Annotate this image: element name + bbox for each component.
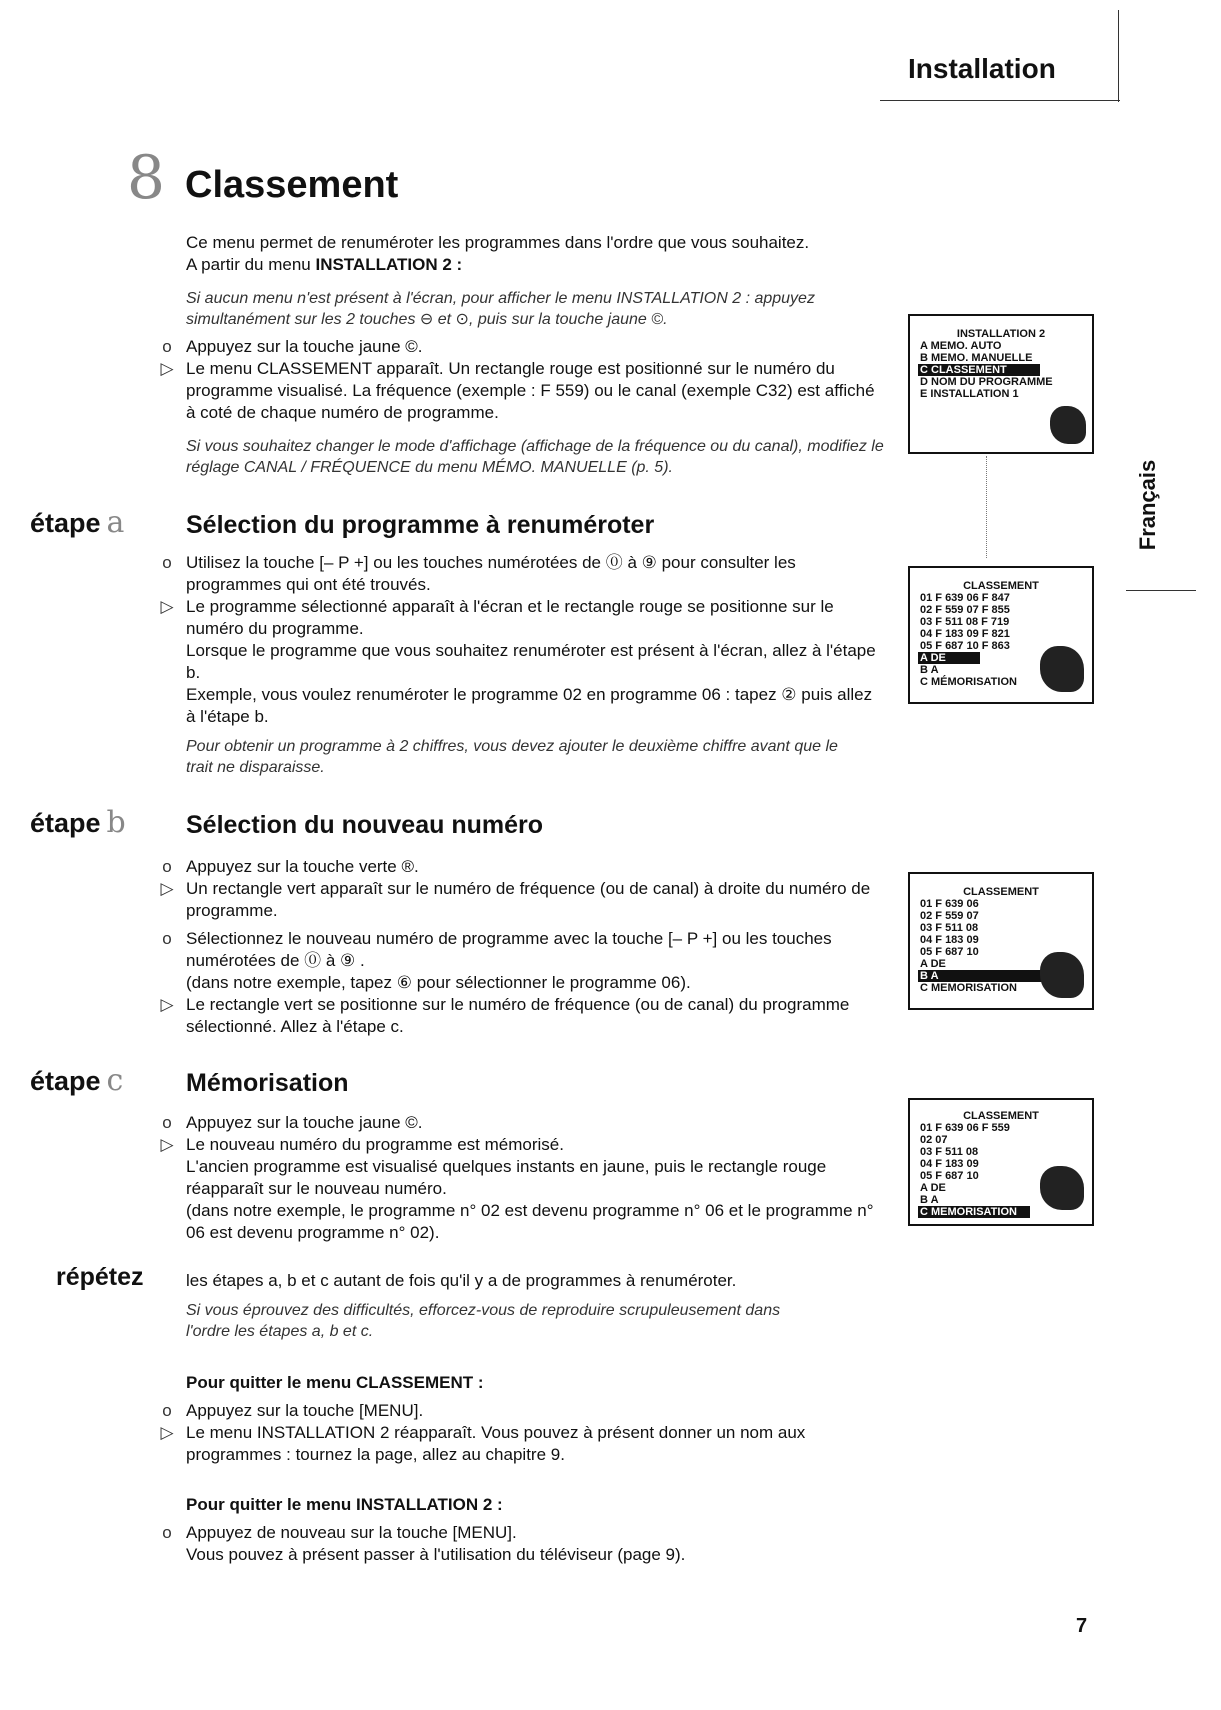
osd-menu-item-highlighted: A DE — [918, 652, 980, 664]
list-item — [186, 1200, 886, 1244]
repeat-text: les étapes a, b et c autant de fois qu'il y a de programmes à renuméroter. — [186, 1271, 737, 1290]
osd-title: CLASSEMENT — [963, 580, 1039, 592]
osd-classement-screen-b — [908, 872, 1094, 1010]
osd-program-row: 01 F 639 06 — [920, 898, 979, 910]
step-a-letter: a — [106, 505, 125, 540]
step-b-letter: b — [106, 805, 126, 840]
list-item-text: Le menu INSTALLATION 2 réapparaît. Vous pouvez à présent donner un nom aux programmes : tournez la page, allez au chapitre 9. — [186, 1423, 806, 1464]
bullet-marker: o — [162, 337, 172, 356]
arrow-marker: ▷ — [160, 879, 174, 898]
page-number: 7 — [1076, 1615, 1088, 1637]
osd-program-row: 05 F 687 10 — [920, 1170, 979, 1182]
osd-program-row: 04 F 183 09 — [920, 934, 979, 946]
list-item-text: Le programme sélectionné apparaît à l'écran et le rectangle rouge se positionne sur le numéro du programme. — [186, 597, 834, 638]
osd-program-row: 02 07 — [920, 1134, 948, 1146]
repeat-note: Si vous éprouvez des difficultés, efforcez-vous de reproduire scrupuleusement dans l'ordre les étapes a, b et c. — [186, 1302, 781, 1340]
step-a-list — [160, 552, 886, 728]
bullet-marker: o — [162, 1113, 172, 1132]
list-item-text: (dans notre exemple, tapez ⑥ pour sélectionner le programme 06). — [186, 973, 691, 992]
list-item-text: L'ancien programme est visualisé quelques instants en jaune, puis le rectangle rouge réapparaît sur le nouveau numéro. — [186, 1157, 827, 1198]
arrow-marker: ▷ — [160, 359, 174, 378]
osd-title: CLASSEMENT — [963, 1110, 1039, 1122]
list-item-text: Appuyez sur la touche verte ®. — [186, 857, 419, 876]
osd-menu-item: B A — [920, 1194, 939, 1206]
list-item — [186, 972, 886, 994]
language-side-tab-label: Français — [1135, 459, 1160, 551]
intro-line1: Ce menu permet de renuméroter les programmes dans l'ordre que vous souhaitez. — [186, 233, 810, 252]
osd-menu-item: B MEMO. MANUELLE — [920, 352, 1033, 364]
side-tab-divider — [1126, 590, 1196, 591]
list-item — [162, 928, 886, 972]
step-b-list — [160, 856, 886, 1038]
osd-classement-screen-a — [908, 566, 1094, 704]
arrow-marker: ▷ — [160, 995, 174, 1014]
list-item-text: Lorsque le programme que vous souhaitez renuméroter est présent à l'écran, allez à l'étape b. — [186, 641, 876, 682]
repeat-label: répétez — [56, 1263, 144, 1291]
list-item — [160, 878, 886, 922]
quit-classement-heading: Pour quitter le menu CLASSEMENT : — [186, 1373, 484, 1392]
list-item — [160, 1134, 886, 1156]
list-item-text: (dans notre exemple, le programme n° 02 est devenu programme n° 06 et le programme n° 06 est devenu programme n° 02). — [186, 1201, 874, 1242]
step-c-letter: c — [106, 1063, 124, 1098]
list-item-text: Vous pouvez à présent passer à l'utilisation du téléviseur (page 9). — [186, 1545, 686, 1564]
osd-menu-item: C MEMORISATION — [920, 982, 1017, 994]
list-item — [162, 336, 886, 358]
arrow-marker: ▷ — [160, 597, 174, 616]
list-item — [160, 994, 886, 1038]
step-a-label-text: étape — [30, 508, 101, 538]
list-item — [162, 1522, 886, 1544]
list-item — [186, 640, 886, 684]
osd-program-row: 01 F 639 06 F 847 — [920, 592, 1010, 604]
osd-menu-item: A MEMO. AUTO — [920, 340, 1002, 352]
chapter-title: Classement — [185, 164, 399, 206]
list-item-text: Appuyez de nouveau sur la touche [MENU]. — [186, 1523, 517, 1542]
list-item — [186, 684, 886, 728]
step-a-note: Pour obtenir un programme à 2 chiffres, vous devez ajouter le deuxième chiffre avant que le trait ne disparaisse. — [186, 738, 838, 776]
osd-program-row: 03 F 511 08 — [920, 922, 979, 934]
osd-program-row: 05 F 687 10 — [920, 946, 979, 958]
osd-menu-item-highlighted: C CLASSEMENT — [918, 364, 1040, 376]
connector-line — [986, 456, 988, 558]
osd-program-row: 03 F 511 08 — [920, 1146, 979, 1158]
osd-menu-item: D NOM DU PROGRAMME — [920, 376, 1053, 388]
intro-note: Si aucun menu n'est présent à l'écran, pour afficher le menu INSTALLATION 2 : appuyez simultanément sur les 2 touches ⊖ et ⊙, puis sur la touche jaune ©. — [186, 290, 815, 328]
step-b-label — [30, 805, 126, 840]
osd-program-row: 05 F 687 10 F 863 — [920, 640, 1010, 652]
list-item-text: Le rectangle vert se positionne sur le numéro de fréquence (ou de canal) du programme sélectionné. Allez à l'étape c. — [186, 995, 850, 1036]
osd-menu-item: E INSTALLATION 1 — [920, 388, 1019, 400]
language-side-tab — [1128, 445, 1168, 565]
intro-steps — [160, 336, 886, 424]
osd-menu-item: B A — [920, 664, 939, 676]
list-item-text: Le menu CLASSEMENT apparaît. Un rectangle rouge est positionné sur le numéro du programme visualisé. La fréquence (exemple : F 559) ou le canal (exemple C32) est affiché à coté de chaque numéro de programme. — [186, 359, 875, 422]
osd-program-row: 03 F 511 08 F 719 — [920, 616, 1010, 628]
osd-program-row: 02 F 559 07 — [920, 910, 979, 922]
osd-classement-screen-c — [908, 1098, 1094, 1226]
osd-menu-item: A DE — [920, 1182, 946, 1194]
list-item — [162, 1112, 886, 1134]
intro-line2-prefix: A partir du menu — [186, 255, 316, 274]
step-c-label — [30, 1063, 124, 1098]
quit-classement-list — [160, 1400, 886, 1466]
step-a-title: Sélection du programme à renuméroter — [186, 511, 655, 539]
step-a-label — [30, 505, 125, 540]
list-item-text: Appuyez sur la touche jaune ©. — [186, 337, 423, 356]
bullet-marker: o — [162, 553, 172, 572]
osd-menu-item: A DE — [920, 958, 946, 970]
list-item — [186, 1156, 886, 1200]
list-item — [160, 1422, 886, 1466]
list-item-text: Exemple, vous voulez renuméroter le programme 02 en programme 06 : tapez ② puis allez à l'étape b. — [186, 685, 873, 726]
intro-line2 — [186, 254, 896, 276]
bullet-marker: o — [162, 857, 172, 876]
bullet-marker: o — [162, 1523, 172, 1542]
header-title: Installation — [908, 53, 1056, 84]
osd-program-row: 01 F 639 06 F 559 — [920, 1122, 1010, 1134]
header-vertical-divider — [1118, 10, 1119, 102]
list-item-text: Appuyez sur la touche [MENU]. — [186, 1401, 424, 1420]
osd-menu-item-highlighted: C MEMORISATION — [918, 1206, 1030, 1218]
header-divider — [880, 100, 1120, 101]
osd-menu-item: C MÉMORISATION — [920, 676, 1017, 688]
step-c-label-text: étape — [30, 1066, 101, 1096]
list-item-text: Sélectionnez le nouveau numéro de programme avec la touche [– P +] ou les touches numérotées de ⓪ à ⑨ . — [186, 929, 832, 970]
osd-installation2-screen — [908, 314, 1094, 454]
osd-program-row: 02 F 559 07 F 855 — [920, 604, 1010, 616]
quit-installation-list — [162, 1522, 886, 1566]
osd-menu-item-highlighted: B A — [918, 970, 1050, 982]
arrow-marker: ▷ — [160, 1423, 174, 1442]
quit-installation-heading: Pour quitter le menu INSTALLATION 2 : — [186, 1495, 503, 1514]
list-item — [160, 596, 886, 640]
intro-line2-bold: INSTALLATION 2 : — [315, 255, 463, 274]
step-b-title: Sélection du nouveau numéro — [186, 811, 543, 839]
list-item — [186, 1544, 886, 1566]
list-item — [162, 856, 886, 878]
chapter-number: 8 — [126, 143, 166, 213]
intro-note2: Si vous souhaitez changer le mode d'affichage (affichage de la fréquence ou du canal), modifiez le réglage CANAL / FRÉQUENCE du menu MÉMO. MANUELLE (p. 5). — [186, 438, 884, 476]
osd-title: CLASSEMENT — [963, 886, 1039, 898]
list-item-text: Utilisez la touche [– P +] ou les touches numérotées de ⓪ à ⑨ pour consulter les programmes qui ont été trouvés. — [186, 553, 796, 594]
motorcycle-image — [1040, 1166, 1084, 1210]
list-item — [162, 1400, 886, 1422]
bullet-marker: o — [162, 1401, 172, 1420]
arrow-marker: ▷ — [160, 1135, 174, 1154]
step-b-label-text: étape — [30, 808, 101, 838]
list-item — [160, 358, 886, 424]
motorcycle-image — [1040, 952, 1084, 998]
motorcycle-image — [1040, 646, 1084, 692]
list-item-text: Appuyez sur la touche jaune ©. — [186, 1113, 423, 1132]
list-item-text: Le nouveau numéro du programme est mémorisé. — [186, 1135, 564, 1154]
osd-title: INSTALLATION 2 — [956, 328, 1046, 340]
osd-program-row: 04 F 183 09 F 821 — [920, 628, 1010, 640]
step-c-list — [160, 1112, 886, 1244]
motorcycle-image — [1050, 406, 1086, 444]
bullet-marker: o — [162, 929, 172, 948]
osd-program-row: 04 F 183 09 — [920, 1158, 979, 1170]
list-item-text: Un rectangle vert apparaît sur le numéro de fréquence (ou de canal) à droite du numéro de programme. — [186, 879, 871, 920]
list-item — [162, 552, 886, 596]
step-c-title: Mémorisation — [186, 1069, 349, 1097]
